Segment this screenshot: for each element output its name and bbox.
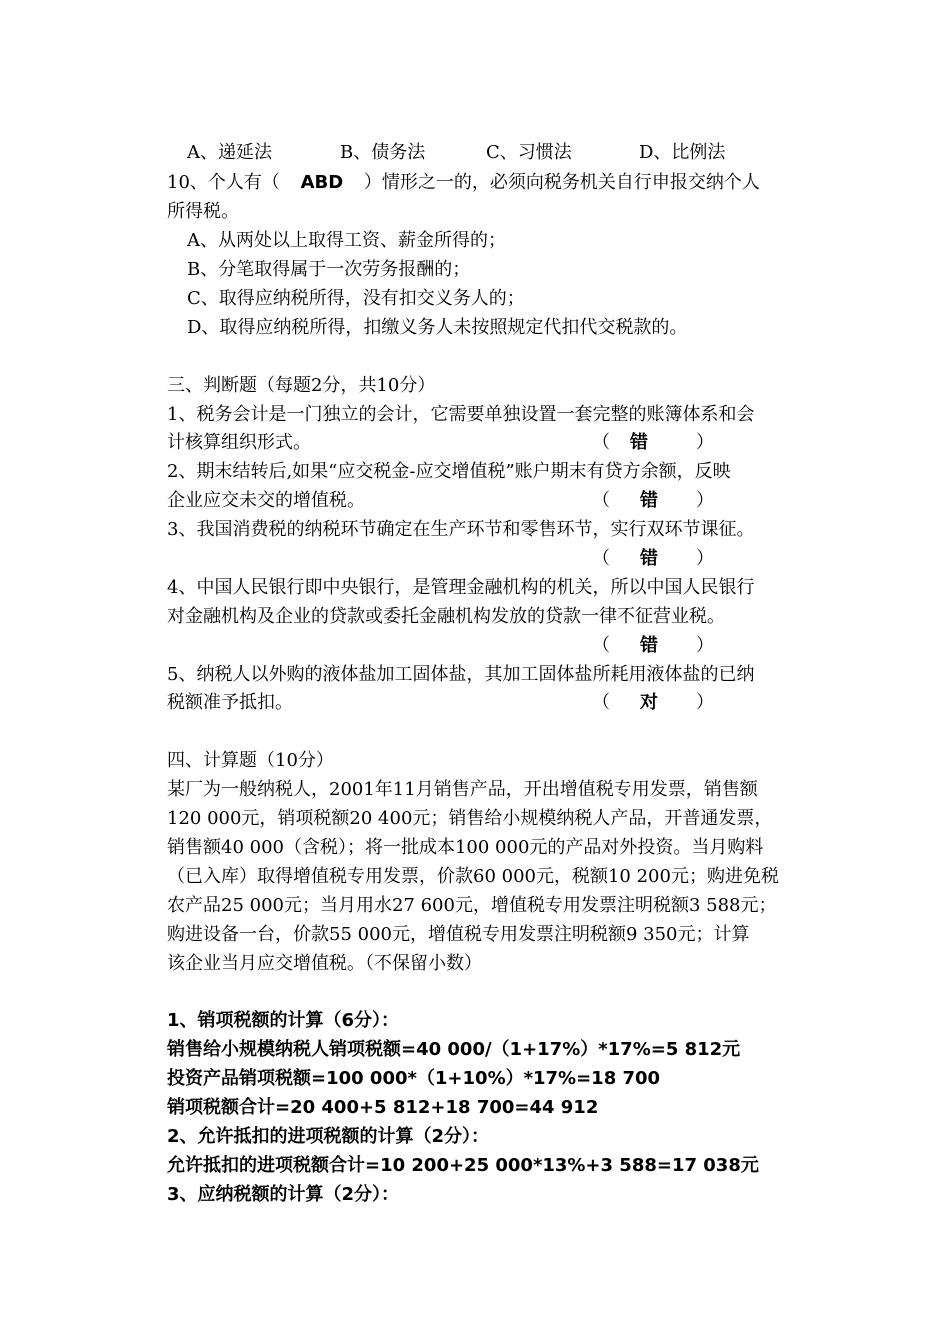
q10-stem-line1 xyxy=(167,174,760,192)
tf-q2-line1: 2、期末结转后,如果“应交税金-应交增值税”账户期末有贷方余额，反映 xyxy=(167,461,731,482)
solution-line4: 销项税额合计=20 400+5 812+18 700=44 912 xyxy=(167,1097,599,1118)
tf-q3-paren-open: （ xyxy=(592,548,610,569)
calc-problem-line1: 某厂为一般纳税人，2001年11月销售产品，开出增值税专用发票，销售额 xyxy=(167,779,758,800)
tf-q4-answer: 错 xyxy=(640,635,658,656)
calc-problem-line4: （已入库）取得增值税专用发票，价款60 000元，税额10 200元；购进免税 xyxy=(167,866,779,887)
q9-option-b: B、债务法 xyxy=(340,142,426,163)
q9-option-c: C、习惯法 xyxy=(486,142,572,163)
tf-q2-paren-close: ） xyxy=(696,490,714,511)
q10-option-a: A、从两处以上取得工资、薪金所得的； xyxy=(187,230,506,251)
solution-line7: 3、应纳税额的计算（2分）： xyxy=(167,1184,400,1205)
tf-q3-line1: 3、我国消费税的纳税环节确定在生产环节和零售环节，实行双环节课征。 xyxy=(167,519,755,540)
calc-problem-line5: 农产品25 000元；当月用水27 600元，增值税专用发票注明税额3 588元； xyxy=(167,895,777,916)
q10-option-b: B、分笔取得属于一次劳务报酬的； xyxy=(187,259,471,280)
tf-q2-paren-open: （ xyxy=(592,490,610,511)
solution-line6: 允许抵扣的进项税额合计=10 200+25 000*13%+3 588=17 038元 xyxy=(167,1155,759,1176)
tf-q2-answer: 错 xyxy=(640,490,658,511)
solution-line5: 2、允许抵扣的进项税额的计算（2分）： xyxy=(167,1126,490,1147)
q9-option-a: A、递延法 xyxy=(187,142,272,163)
q10-suffix: ）情形之一的，必须向税务机关自行申报交纳个人 xyxy=(363,172,760,193)
solution-line3: 投资产品销项税额=100 000*（1+10%）*17%=18 700 xyxy=(167,1068,661,1089)
solution-line1: 1、销项税额的计算（6分）： xyxy=(167,1010,400,1031)
tf-q1-line2: 计核算组织形式。 xyxy=(167,432,311,453)
tf-q1-answer: 错 xyxy=(630,432,648,453)
tf-q5-line2: 税额准予抵扣。 xyxy=(167,692,293,713)
tf-q5-line1: 5、纳税人以外购的液体盐加工固体盐，其加工固体盐所耗用液体盐的已纳 xyxy=(167,664,755,685)
tf-q4-paren-open: （ xyxy=(592,635,610,656)
tf-q1-paren-close: ） xyxy=(696,432,714,453)
calc-problem-line7: 该企业当月应交增值税。（不保留小数） xyxy=(167,953,482,974)
tf-q3-answer: 错 xyxy=(640,548,658,569)
calc-problem-line3: 销售额40 000（含税）；将一批成本100 000元的产品对外投资。当月购料 xyxy=(167,837,764,858)
section4-title: 四、计算题（10分） xyxy=(167,750,334,771)
calc-problem-line2: 120 000元，销项税额20 400元；销售给小规模纳税人产品，开普通发票， xyxy=(167,808,773,829)
q10-option-c: C、取得应纳税所得，没有扣交义务人的； xyxy=(187,288,525,309)
tf-q1-paren-open: （ xyxy=(592,432,610,453)
tf-q4-paren-close: ） xyxy=(696,635,714,656)
tf-q5-paren-open: （ xyxy=(592,692,610,713)
q10-option-d: D、取得应纳税所得，扣缴义务人未按照规定代扣代交税款的。 xyxy=(187,317,688,338)
calc-problem-line6: 购进设备一台，价款55 000元，增值税专用发票注明税额9 350元；计算 xyxy=(167,924,750,945)
q10-stem-line2: 所得税。 xyxy=(167,201,239,222)
section3-title: 三、判断题（每题2分，共10分） xyxy=(167,375,436,396)
q9-option-d: D、比例法 xyxy=(639,142,726,163)
solution-line2: 销售给小规模纳税人销项税额=40 000/（1+17%）*17%=5 812元 xyxy=(167,1039,741,1060)
tf-q1-line1: 1、税务会计是一门独立的会计，它需要单独设置一套完整的账簿体系和会 xyxy=(167,404,755,425)
q10-answer: ABD xyxy=(300,172,344,193)
q10-prefix: 10、个人有（ xyxy=(167,172,280,193)
tf-q4-line1: 4、中国人民银行即中央银行，是管理金融机构的机关，所以中国人民银行 xyxy=(167,577,755,598)
tf-q5-answer: 对 xyxy=(640,692,658,713)
tf-q4-line2: 对金融机构及企业的贷款或委托金融机构发放的贷款一律不征营业税。 xyxy=(167,606,725,627)
tf-q2-line2: 企业应交未交的增值税。 xyxy=(167,490,365,511)
tf-q3-paren-close: ） xyxy=(696,548,714,569)
tf-q5-paren-close: ） xyxy=(696,692,714,713)
